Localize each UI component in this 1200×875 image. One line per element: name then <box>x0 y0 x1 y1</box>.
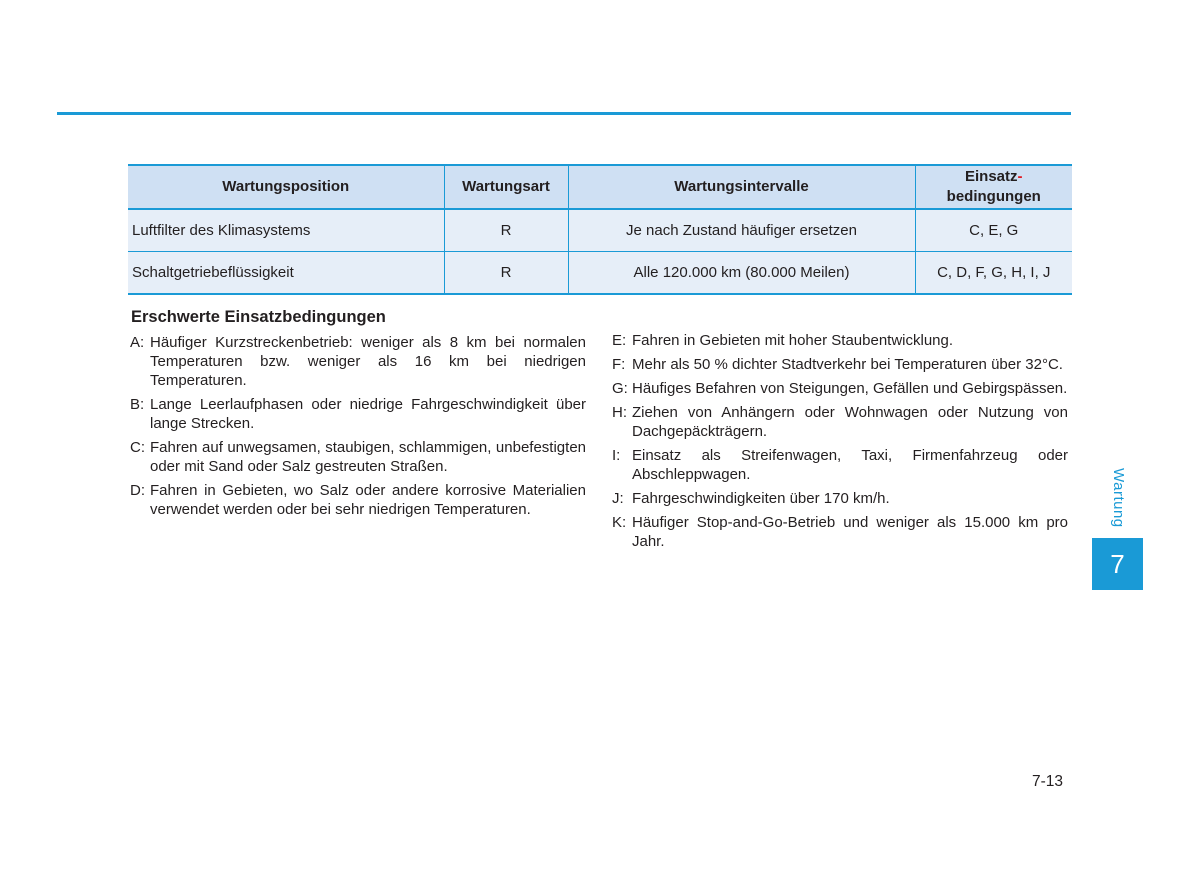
header-einsatzbedingungen <box>915 165 1072 209</box>
condition-label: I: <box>612 447 621 464</box>
conditions-column-right <box>612 331 1068 556</box>
condition-label: D: <box>130 482 145 499</box>
header-wartungsart: Wartungsart <box>444 165 568 209</box>
cell-type: R <box>444 209 568 252</box>
condition-item-b <box>130 395 586 433</box>
condition-text: Fahren auf unwegsamen, staubigen, schlammigen, unbefestigten oder mit Sand oder Salz gestreuten Straßen. <box>150 439 586 475</box>
page-number: 7-13 <box>1032 773 1064 790</box>
condition-label: G: <box>612 380 628 397</box>
condition-label: C: <box>130 439 145 456</box>
hyphen-mark: - <box>1017 168 1023 185</box>
cell-conditions: C, D, F, G, H, I, J <box>915 252 1072 295</box>
cell-position: Luftfilter des Klimasystems <box>128 209 444 252</box>
condition-label: E: <box>612 332 627 349</box>
table-row <box>128 209 1072 252</box>
header-einsatz-part1: Einsatz <box>964 168 1018 185</box>
header-einsatz-part2: bedingungen <box>946 188 1041 205</box>
header-wartungsintervalle: Wartungsintervalle <box>568 165 915 209</box>
condition-text: Fahren in Gebieten mit hoher Staubentwicklung. <box>632 332 954 349</box>
condition-label: A: <box>130 334 145 351</box>
chapter-side-label: Wartung <box>1110 468 1127 528</box>
condition-label: H: <box>612 404 627 421</box>
cell-interval: Je nach Zustand häufiger ersetzen <box>568 209 915 252</box>
condition-item-d <box>130 481 586 519</box>
condition-label: F: <box>612 356 626 373</box>
condition-item-g <box>612 379 1068 398</box>
condition-item-c <box>130 438 586 476</box>
table-row <box>128 252 1072 295</box>
condition-label: B: <box>130 396 145 413</box>
table-header-row <box>128 165 1072 209</box>
condition-text: Häufiger Kurzstreckenbetrieb: weniger als 8 km bei normalen Temperaturen bzw. weniger als 16 km bei niedrigen Temperaturen. <box>150 334 586 389</box>
condition-item-j <box>612 489 1068 508</box>
chapter-number-tab: 7 <box>1092 538 1143 590</box>
condition-item-h <box>612 403 1068 441</box>
condition-item-i <box>612 446 1068 484</box>
condition-label: J: <box>612 490 624 507</box>
cell-conditions: C, E, G <box>915 209 1072 252</box>
condition-text: Einsatz als Streifenwagen, Taxi, Firmenfahrzeug oder Abschleppwagen. <box>632 447 1068 483</box>
condition-text: Häufiger Stop-and-Go-Betrieb und weniger als 15.000 km pro Jahr. <box>632 514 1068 550</box>
condition-item-e <box>612 331 1068 350</box>
condition-item-f <box>612 355 1068 374</box>
condition-item-a <box>130 333 586 390</box>
condition-text: Lange Leerlaufphasen oder niedrige Fahrgeschwindigkeit über lange Strecken. <box>150 396 586 432</box>
section-title: Erschwerte Einsatzbedingungen <box>131 308 386 326</box>
maintenance-table <box>128 164 1072 295</box>
condition-text: Ziehen von Anhängern oder Wohnwagen oder Nutzung von Dachgepäckträgern. <box>632 404 1068 440</box>
cell-position: Schaltgetriebeflüssigkeit <box>128 252 444 295</box>
condition-text: Mehr als 50 % dichter Stadtverkehr bei Temperaturen über 32°C. <box>632 356 1063 373</box>
condition-item-k <box>612 513 1068 551</box>
condition-text: Häufiges Befahren von Steigungen, Gefällen und Gebirgspässen. <box>632 380 1068 397</box>
header-wartungsposition: Wartungsposition <box>128 165 444 209</box>
condition-text: Fahrgeschwindigkeiten über 170 km/h. <box>632 490 890 507</box>
condition-label: K: <box>612 514 627 531</box>
condition-text: Fahren in Gebieten, wo Salz oder andere korrosive Materialien verwendet werden oder bei sehr niedrigen Temperaturen. <box>150 482 586 518</box>
conditions-column-left <box>130 333 586 524</box>
cell-interval: Alle 120.000 km (80.000 Meilen) <box>568 252 915 295</box>
cell-type: R <box>444 252 568 295</box>
top-rule <box>57 112 1071 115</box>
